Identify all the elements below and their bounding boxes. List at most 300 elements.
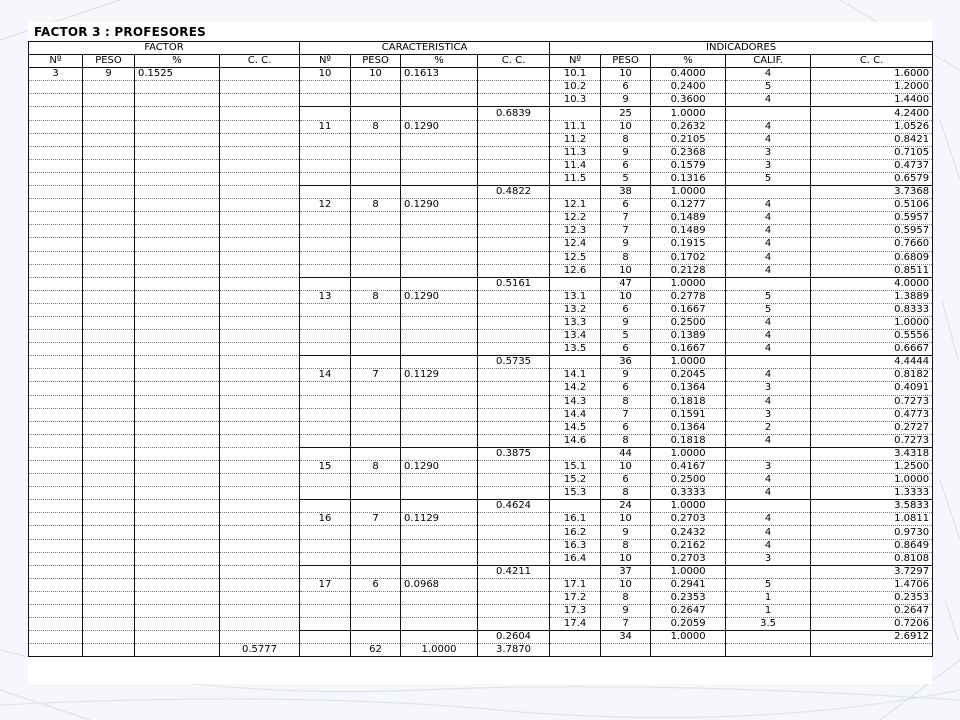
indicator-total-peso-cell: 47 — [601, 277, 651, 290]
grand-total-row — [29, 644, 933, 657]
indicator-peso-cell: 6 — [601, 474, 651, 487]
char-cc-cell: 0.4822 — [478, 186, 550, 199]
indicator-peso-cell: 8 — [601, 591, 651, 604]
indicator-pct-cell: 0.2059 — [651, 618, 726, 631]
factor-peso-cell — [83, 605, 135, 618]
factor-peso-cell — [83, 631, 135, 644]
factor-pct-cell — [135, 199, 220, 212]
indicator-calif-cell: 4 — [726, 330, 811, 343]
indicator-peso-cell: 8 — [601, 251, 651, 264]
char-no-cell — [300, 526, 351, 539]
factor-cc-cell — [220, 212, 300, 225]
char-no-cell — [300, 303, 351, 316]
indicator-row — [29, 395, 933, 408]
factor-pct-cell — [135, 500, 220, 513]
indicator-row — [29, 225, 933, 238]
factor-cc-cell — [220, 186, 300, 199]
factor-cc-cell — [220, 159, 300, 172]
factor-peso-cell — [83, 474, 135, 487]
char-peso-cell — [351, 618, 401, 631]
indicator-no-cell — [550, 356, 601, 369]
indicator-calif-cell: 3 — [726, 552, 811, 565]
char-pct-cell — [401, 552, 478, 565]
indicator-calif-cell: 5 — [726, 81, 811, 94]
char-peso-cell — [351, 303, 401, 316]
factor-peso-cell — [83, 539, 135, 552]
char-peso-cell — [351, 474, 401, 487]
factor-peso-cell — [83, 81, 135, 94]
char-peso-cell — [351, 539, 401, 552]
char-cc-cell — [478, 303, 550, 316]
factor-pct-cell — [135, 395, 220, 408]
factor-pct-cell — [135, 382, 220, 395]
char-cc-cell: 0.3875 — [478, 447, 550, 460]
indicator-cc-cell: 0.8421 — [811, 133, 933, 146]
char-pct-cell: 0.1290 — [401, 120, 478, 133]
indicator-peso-cell: 9 — [601, 146, 651, 159]
indicator-no-cell: 13.1 — [550, 290, 601, 303]
char-no-cell — [300, 186, 351, 199]
char-peso-cell: 8 — [351, 290, 401, 303]
factor-pct-cell — [135, 552, 220, 565]
char-pct-cell — [401, 107, 478, 120]
char-pct-cell — [401, 500, 478, 513]
indicator-peso-cell: 8 — [601, 133, 651, 146]
factor-no-cell — [29, 605, 83, 618]
factor-pct-cell — [135, 447, 220, 460]
indicator-no-cell: 14.2 — [550, 382, 601, 395]
factor-cc-cell — [220, 133, 300, 146]
factor-pct-cell — [135, 225, 220, 238]
indicator-cc-cell: 0.7105 — [811, 146, 933, 159]
factor-cc-cell — [220, 513, 300, 526]
char-no-cell — [300, 382, 351, 395]
factor-no-cell — [29, 120, 83, 133]
factor-peso-cell — [83, 395, 135, 408]
char-no-cell — [300, 225, 351, 238]
indicator-no-cell: 13.3 — [550, 316, 601, 329]
indicator-no-cell — [550, 186, 601, 199]
indicator-pct-cell: 0.2045 — [651, 369, 726, 382]
factor-no-cell — [29, 199, 83, 212]
factor-pct-cell — [135, 172, 220, 185]
factor-peso-cell — [83, 277, 135, 290]
char-peso-cell: 10 — [351, 68, 401, 81]
indicator-peso-cell: 9 — [601, 238, 651, 251]
indicator-cc-cell: 0.8108 — [811, 552, 933, 565]
indicator-total-pct-cell: 1.0000 — [651, 356, 726, 369]
indicator-calif-cell: 4 — [726, 513, 811, 526]
indicator-row — [29, 212, 933, 225]
factor-no-cell — [29, 146, 83, 159]
factor-no-cell — [29, 316, 83, 329]
indicator-cc-cell: 0.5556 — [811, 330, 933, 343]
char-no-cell — [300, 631, 351, 644]
factor-cc-cell — [220, 146, 300, 159]
factor-cc-cell — [220, 474, 300, 487]
indicator-pct-cell: 0.2432 — [651, 526, 726, 539]
indicator-calif-cell: 4 — [726, 343, 811, 356]
indicator-calif-cell: 4 — [726, 539, 811, 552]
indicator-row — [29, 591, 933, 604]
indicator-pct-cell: 0.1364 — [651, 421, 726, 434]
indicator-pct-cell: 0.1667 — [651, 343, 726, 356]
indicator-no-cell: 14.1 — [550, 369, 601, 382]
factor-pct-cell — [135, 303, 220, 316]
char-pct-cell — [401, 421, 478, 434]
indicator-no-cell: 12.2 — [550, 212, 601, 225]
char-peso-cell — [351, 212, 401, 225]
char-no-cell — [300, 159, 351, 172]
char-no-cell — [300, 343, 351, 356]
factor-peso-cell — [83, 330, 135, 343]
factor-pct-cell — [135, 356, 220, 369]
indicator-row — [29, 146, 933, 159]
char-peso-cell — [351, 552, 401, 565]
indicator-total-peso-cell: 38 — [601, 186, 651, 199]
factor-no-cell — [29, 186, 83, 199]
factor-cc-cell — [220, 251, 300, 264]
factor-pct-cell — [135, 146, 220, 159]
char-peso-cell — [351, 447, 401, 460]
indicator-row — [29, 251, 933, 264]
factor-cc-cell — [220, 277, 300, 290]
char-no-cell — [300, 251, 351, 264]
indicator-calif-cell: 5 — [726, 172, 811, 185]
char-no-cell: 10 — [300, 68, 351, 81]
factor-pct-cell — [135, 565, 220, 578]
factor-cc-cell — [220, 356, 300, 369]
indicator-pct-cell: 0.1591 — [651, 408, 726, 421]
indicator-pct-cell: 0.2368 — [651, 146, 726, 159]
char-pct-cell — [401, 159, 478, 172]
factor-no-cell — [29, 133, 83, 146]
indicator-row — [29, 434, 933, 447]
grand-total-cc-cell: 3.7870 — [478, 644, 550, 657]
factor-cc-cell — [220, 225, 300, 238]
char-pct-cell — [401, 618, 478, 631]
indicator-peso-cell: 8 — [601, 539, 651, 552]
char-no-cell — [300, 539, 351, 552]
indicator-pct-cell: 0.3600 — [651, 94, 726, 107]
char-no-cell: 17 — [300, 578, 351, 591]
factor-peso-cell — [83, 107, 135, 120]
char-peso-cell — [351, 251, 401, 264]
factor-pct-cell — [135, 421, 220, 434]
factor-pct-cell — [135, 316, 220, 329]
char-peso-cell — [351, 264, 401, 277]
char-no-cell — [300, 487, 351, 500]
char-peso-cell — [351, 277, 401, 290]
indicator-cc-cell: 1.0811 — [811, 513, 933, 526]
factor-no-cell — [29, 487, 83, 500]
indicator-cc-cell: 0.2727 — [811, 421, 933, 434]
factor-peso-cell — [83, 225, 135, 238]
indicator-cc-cell: 1.2500 — [811, 461, 933, 474]
indicator-total-cc-cell: 3.4318 — [811, 447, 933, 460]
factor-pct-cell — [135, 408, 220, 421]
char-pct-cell — [401, 146, 478, 159]
factor-pct-cell — [135, 238, 220, 251]
factor-peso-cell — [83, 120, 135, 133]
indicator-peso-cell: 8 — [601, 395, 651, 408]
factor-pct-cell — [135, 330, 220, 343]
indicator-cc-cell: 1.0000 — [811, 316, 933, 329]
subtotal-row — [29, 447, 933, 460]
indicator-cc-cell: 0.4773 — [811, 408, 933, 421]
indicator-pct-cell: 0.1364 — [651, 382, 726, 395]
indicator-total-pct-cell: 1.0000 — [651, 447, 726, 460]
char-cc-cell — [478, 264, 550, 277]
char-no-cell: 16 — [300, 513, 351, 526]
char-pct-cell — [401, 605, 478, 618]
char-peso-cell — [351, 146, 401, 159]
indicator-calif-cell: 4 — [726, 369, 811, 382]
char-cc-cell: 0.5735 — [478, 356, 550, 369]
char-no-cell — [300, 565, 351, 578]
factor-no-cell — [29, 408, 83, 421]
char-pct-cell — [401, 408, 478, 421]
indicator-no-cell: 13.5 — [550, 343, 601, 356]
char-pct-cell — [401, 238, 478, 251]
indicator-pct-cell: 0.2941 — [651, 578, 726, 591]
indicator-cc-cell — [811, 644, 933, 657]
indicator-pct-cell: 0.1915 — [651, 238, 726, 251]
indicator-pct-cell: 0.1818 — [651, 395, 726, 408]
char-cc-cell — [478, 120, 550, 133]
indicator-no-cell: 12.6 — [550, 264, 601, 277]
factor-cc-cell — [220, 526, 300, 539]
factor-cc-cell — [220, 461, 300, 474]
char-peso-cell — [351, 631, 401, 644]
indicator-total-pct-cell: 1.0000 — [651, 186, 726, 199]
indicator-total-cc-cell: 3.5833 — [811, 500, 933, 513]
char-pct-cell — [401, 434, 478, 447]
char-no-cell — [300, 81, 351, 94]
char-pct-cell: 0.1129 — [401, 369, 478, 382]
indicator-calif-cell: 4 — [726, 225, 811, 238]
factor-no-cell — [29, 618, 83, 631]
indicator-row — [29, 120, 933, 133]
factor-cc-cell — [220, 81, 300, 94]
indicator-pct-cell: 0.3333 — [651, 487, 726, 500]
indicator-pct-cell: 0.2703 — [651, 552, 726, 565]
indicator-peso-cell: 5 — [601, 330, 651, 343]
char-cc-cell — [478, 81, 550, 94]
char-pct-cell — [401, 212, 478, 225]
char-peso-cell: 6 — [351, 578, 401, 591]
indicator-calif-cell: 5 — [726, 290, 811, 303]
indicator-calif-cell: 4 — [726, 264, 811, 277]
factor-cc-cell — [220, 303, 300, 316]
factor-cc-cell — [220, 500, 300, 513]
factor-cc-cell — [220, 447, 300, 460]
indicator-pct-cell: 0.1277 — [651, 199, 726, 212]
factor-cc-cell — [220, 238, 300, 251]
char-pct-cell — [401, 172, 478, 185]
col-ind-calif: CALIF. — [726, 55, 811, 68]
indicator-row — [29, 382, 933, 395]
factor-peso-cell — [83, 159, 135, 172]
col-car-peso: PESO — [351, 55, 401, 68]
char-cc-cell — [478, 343, 550, 356]
factor-peso-cell — [83, 513, 135, 526]
char-peso-cell — [351, 500, 401, 513]
indicator-calif-cell: 3 — [726, 159, 811, 172]
indicator-calif-cell: 3 — [726, 146, 811, 159]
col-ind-peso: PESO — [601, 55, 651, 68]
indicator-row — [29, 408, 933, 421]
indicator-no-cell: 14.3 — [550, 395, 601, 408]
indicator-peso-cell: 10 — [601, 290, 651, 303]
indicator-calif-cell — [726, 644, 811, 657]
indicator-calif-cell: 4 — [726, 120, 811, 133]
factor-pct-cell — [135, 107, 220, 120]
indicator-pct-cell: 0.4000 — [651, 68, 726, 81]
factor-cc-cell — [220, 290, 300, 303]
indicator-row — [29, 539, 933, 552]
indicator-row — [29, 330, 933, 343]
char-peso-cell — [351, 395, 401, 408]
indicator-row — [29, 303, 933, 316]
indicator-pct-cell: 0.1489 — [651, 225, 726, 238]
indicator-total-peso-cell: 34 — [601, 631, 651, 644]
indicator-peso-cell: 9 — [601, 94, 651, 107]
char-pct-cell — [401, 303, 478, 316]
char-cc-cell — [478, 578, 550, 591]
factor-peso-cell — [83, 434, 135, 447]
char-cc-cell — [478, 513, 550, 526]
indicator-peso-cell: 5 — [601, 172, 651, 185]
char-no-cell — [300, 395, 351, 408]
factor-no-cell — [29, 277, 83, 290]
indicator-row — [29, 159, 933, 172]
char-cc-cell — [478, 212, 550, 225]
indicator-calif-cell: 4 — [726, 238, 811, 251]
indicator-row — [29, 487, 933, 500]
factor-peso-cell — [83, 526, 135, 539]
indicator-no-cell: 12.4 — [550, 238, 601, 251]
indicator-total-peso-cell: 24 — [601, 500, 651, 513]
col-ind-cc: C. C. — [811, 55, 933, 68]
factor-peso-cell — [83, 644, 135, 657]
factor-no-cell — [29, 526, 83, 539]
char-no-cell: 14 — [300, 369, 351, 382]
factor-peso-cell — [83, 578, 135, 591]
char-no-cell — [300, 94, 351, 107]
factor-no-cell — [29, 382, 83, 395]
indicator-calif-cell: 1 — [726, 591, 811, 604]
factor-peso-cell — [83, 382, 135, 395]
indicator-pct-cell: 0.2632 — [651, 120, 726, 133]
indicator-calif-cell: 4 — [726, 68, 811, 81]
worksheet — [28, 22, 932, 684]
char-peso-cell — [351, 408, 401, 421]
char-cc-cell — [478, 382, 550, 395]
factor-pct-cell — [135, 120, 220, 133]
factor-pct-cell — [135, 539, 220, 552]
char-cc-cell — [478, 539, 550, 552]
factor-peso-cell — [83, 421, 135, 434]
col-factor-cc: C. C. — [220, 55, 300, 68]
indicator-no-cell: 13.4 — [550, 330, 601, 343]
col-ind-no: Nº — [550, 55, 601, 68]
indicator-pct-cell: 0.1579 — [651, 159, 726, 172]
char-peso-cell: 8 — [351, 461, 401, 474]
factor-peso-cell: 9 — [83, 68, 135, 81]
factor-peso-cell — [83, 212, 135, 225]
char-cc-cell — [478, 591, 550, 604]
char-peso-cell — [351, 159, 401, 172]
indicator-cc-cell: 0.6809 — [811, 251, 933, 264]
char-cc-cell — [478, 316, 550, 329]
grand-total-pct-cell: 1.0000 — [401, 644, 478, 657]
table-body — [29, 68, 933, 657]
factor-cc-cell — [220, 264, 300, 277]
indicator-row — [29, 578, 933, 591]
indicator-cc-cell: 0.2647 — [811, 605, 933, 618]
factor-peso-cell — [83, 618, 135, 631]
char-cc-cell: 0.2604 — [478, 631, 550, 644]
indicator-row — [29, 605, 933, 618]
char-pct-cell — [401, 133, 478, 146]
indicator-no-cell: 13.2 — [550, 303, 601, 316]
char-pct-cell — [401, 316, 478, 329]
indicator-peso-cell: 7 — [601, 212, 651, 225]
indicator-calif-cell — [726, 277, 811, 290]
factor-no-cell — [29, 94, 83, 107]
char-peso-cell — [351, 591, 401, 604]
factor-cc-cell — [220, 330, 300, 343]
factor-pct-cell — [135, 159, 220, 172]
factor-no-cell — [29, 251, 83, 264]
factor-cc-cell — [220, 316, 300, 329]
factor-cc-cell — [220, 605, 300, 618]
factor-no-cell — [29, 330, 83, 343]
factor-no-cell — [29, 303, 83, 316]
char-cc-cell — [478, 199, 550, 212]
indicator-peso-cell: 10 — [601, 552, 651, 565]
char-no-cell — [300, 277, 351, 290]
indicator-total-peso-cell: 37 — [601, 565, 651, 578]
group-caracteristica: CARACTERISTICA — [300, 42, 550, 55]
indicator-peso-cell: 6 — [601, 343, 651, 356]
char-cc-cell — [478, 395, 550, 408]
factor-no-cell — [29, 395, 83, 408]
indicator-cc-cell: 1.4400 — [811, 94, 933, 107]
factor-peso-cell — [83, 238, 135, 251]
char-peso-cell — [351, 316, 401, 329]
char-peso-cell — [351, 81, 401, 94]
char-peso-cell — [351, 172, 401, 185]
char-no-cell — [300, 408, 351, 421]
indicator-row — [29, 290, 933, 303]
factor-peso-cell — [83, 264, 135, 277]
column-header-row — [29, 55, 933, 68]
factor-pct-cell — [135, 369, 220, 382]
indicator-calif-cell: 3 — [726, 461, 811, 474]
char-no-cell — [300, 107, 351, 120]
indicator-row — [29, 513, 933, 526]
indicator-no-cell: 12.3 — [550, 225, 601, 238]
col-ind-pct: % — [651, 55, 726, 68]
col-factor-no: Nº — [29, 55, 83, 68]
factor-cc-cell — [220, 382, 300, 395]
indicator-total-pct-cell: 1.0000 — [651, 565, 726, 578]
indicator-total-cc-cell: 4.2400 — [811, 107, 933, 120]
indicator-no-cell: 17.4 — [550, 618, 601, 631]
factor-pct-cell: 0.1525 — [135, 68, 220, 81]
